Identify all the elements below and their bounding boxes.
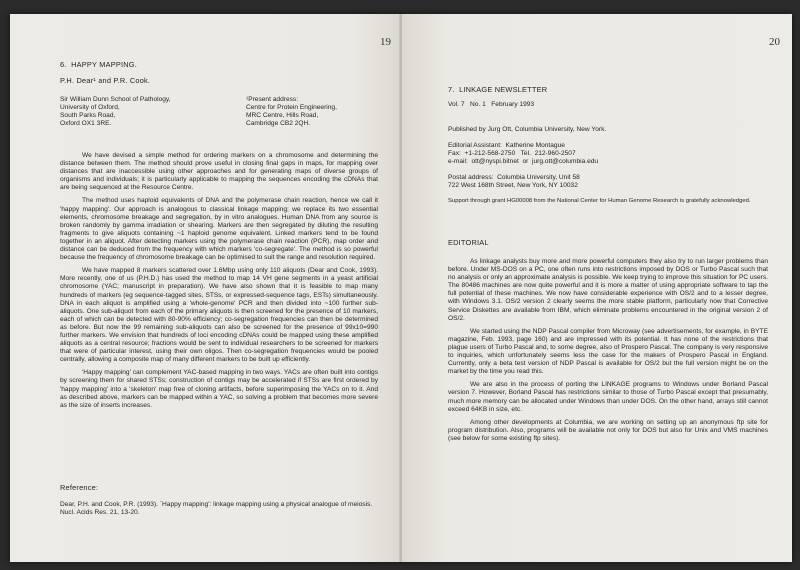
editorial-heading: EDITORIAL bbox=[448, 238, 489, 247]
affiliation-line: South Parks Road, bbox=[60, 112, 116, 120]
left-page bbox=[10, 14, 400, 562]
editorial-paragraph: We are also in the process of porting the LINKAGE programs to Windows under Borland Pascal version 7. However, Borland Pascal has restrictions similar to those of Turbo Pascal except that presumably, much more memory can be allocated under Windows than under DOS. On the other hand, arrays still cannot exceed 64KB in size, etc. bbox=[448, 381, 768, 413]
authors: P.H. Dear¹ and P.R. Cook. bbox=[60, 76, 151, 85]
present-address bbox=[246, 96, 337, 128]
affiliation-line: Sir William Dunn School of Pathology, bbox=[60, 96, 171, 103]
email: e-mail: ott@nyspi.bitnet or jurg.ott@columbia.edu bbox=[448, 158, 599, 165]
support-acknowledgement: Support through grant HG00008 from the National Center for Human Genome Research is gratefully acknowledged. bbox=[448, 198, 751, 204]
document-spread bbox=[10, 14, 792, 562]
editorial-body bbox=[448, 258, 768, 448]
present-address-line: ¹Present address: bbox=[246, 96, 299, 103]
body-paragraph: 'Happy mapping' can complement YAC-based mapping in two ways. YACs are often built into contigs by screening them for shared STSs; construction of contigs may be accelerated if STSs are first ordered by 'happy mapping' into a 'skeleton' map free of cloning artifacts, before superimposing the YACs on to it. And as described above, markers can be mapped within a YAC, so solving a problem that becomes more severe as the size of inserts increases. bbox=[60, 369, 378, 409]
body-paragraph: The method uses haploid equivalents of DNA and the polymerase chain reaction, hence we call it 'happy mapping'. Our approach is analogous to classical linkage mapping; we replace its two essential elements, chromosome breakage and segregation, by in vitro analogues. Human DNA from any source is broken randomly by gamma irradiation or shearing. Markers are then segregated by diluting the resulting fragments to give aliquots containing ~1 haploid genome equivalent. Linked markers tend to be found together in an aliquot. After detecting markers using the polymerase chain reaction (PCR), map order and distance can be deduced from the frequency with which markers 'co-segregate'. The method is so powerful because the frequency of chromosome breakage can be optimised to suit the range and resolution required. bbox=[60, 197, 378, 262]
present-address-line: Centre for Protein Engineering, bbox=[246, 104, 337, 112]
right-page-number: 20 bbox=[769, 36, 780, 48]
affiliation-line: University of Oxford, bbox=[60, 104, 120, 112]
editorial-paragraph: Among other developments at Columbia, we are working on setting up an anonymous ftp site for program distribution. Also, programs will be available not only for DOS but also for Unix and VMS machines (see below for some existing ftp sites). bbox=[448, 418, 768, 442]
editorial-paragraph: We started using the NDP Pascal compiler from Microway (see advertisements, for example, in BYTE magazine, Feb. 1993, page 160) and are impressed with its potential. It has none of the restrictions that plague users of Turbo Pascal and, to some degree, also of Prospero Pascal. The company is very responsive to inquiries, which unfortunately seems less the case for the makers of Prospero Pascal in England. Currently, only a beta test version of NDP Pascal is available for OS/2 but the full version might be on the market by the time you read this. bbox=[448, 327, 768, 376]
postal-address-line: Postal address: Columbia University, Unit 58 bbox=[448, 174, 580, 181]
body-paragraph: We have devised a simple method for ordering markers on a chromosome and determining the distance between them. The method should prove useful in closing final gaps in maps, for mapping over distances that are inaccessible using other approaches and for generating maps of diverse groups of organisms and individuals; it is particularly applicable to mapping the sequences encoding the cDNAs that are being sequenced at the Resource Centre. bbox=[60, 152, 378, 192]
happy-mapping-body bbox=[60, 152, 378, 415]
section-title-happy-mapping: 6. HAPPY MAPPING. bbox=[60, 60, 137, 69]
affiliation bbox=[60, 96, 171, 128]
postal-address-line: 722 West 168th Street, New York, NY 10032 bbox=[448, 182, 578, 189]
volume-line: Vol. 7 No. 1 February 1993 bbox=[448, 101, 535, 108]
reference-text: Dear, P.H. and Cook, P.R. (1993). `Happy mapping': linkage mapping using a physical analogue of meiosis. Nucl. Acids Res. 21, 13-20. bbox=[60, 501, 373, 517]
right-page bbox=[402, 14, 792, 562]
present-address-line: MRC Centre, Hills Road, bbox=[246, 112, 319, 120]
left-page-number: 19 bbox=[380, 36, 391, 48]
section-title-linkage-newsletter: 7. LINKAGE NEWSLETTER bbox=[448, 85, 548, 94]
published-by: Published by Jurg Ott, Columbia University, New York. bbox=[448, 126, 607, 133]
editorial-paragraph: As linkage analysts buy more and more powerful computers they also try to run larger problems than before. Under MS-DOS on a PC, one often runs into restrictions imposed by DOS or Turbo Pascal such that no analysis or only an approximate analysis is possible. We keep trying to improve this situation for PC users. The 80486 machines are now quite powerful and it is more a matter of using appropriate software to tap the full potential of these machines. We now have considerable experience with OS/2 and to a lesser degree, with Windows 3.1. OS/2 version 2 clearly seems the more stable platform, particularly now that Corrective Service Diskettes are available from IBM, which eliminate problems encountered in the original version 2 of OS/2. bbox=[448, 258, 768, 322]
reference-heading: Reference: bbox=[60, 483, 99, 492]
affiliation-line: Oxford OX1 3RE. bbox=[60, 120, 112, 128]
editorial-assistant: Editorial Assistant: Katherine Montague bbox=[448, 142, 565, 149]
body-paragraph: We have mapped 8 markers scattered over 1.6Mbp using only 110 aliquots (Dear and Cook, 1993). More recently, one of us (P.H.D.) has used the method to map 14 VH gene segments in a yeast artificial chromosome (YAC; manuscript in preparation). We have also shown that it is feasible to map many hundreds of markers (eg sequence-tagged sites, STSs, or expressed-sequence tags, ESTs) simultaneously. DNA in each aliquot is amplified using a 'whole-genome' PCR and then divided into ~100 further sub-aliquots. One sub-aliquot from each of the primary aliquots is then screened for the presence of 10 markers, each of which can be detected with 80-90% efficiency; co-segregation frequencies can then be determined as before. But now the 99 remaining sub-aliquots can also be screened for the presence of 99x10=990 further markers. We envision that hundreds of loci encoding cDNAs could be mapped using these amplified aliquots as a central resource; fractions would be sent to individual researchers to be screened for markers that were of particular interest, using their own oligos. Then co-segregation frequencies would be pooled centrally, allowing a composite map of many different markers to be built up efficiently. bbox=[60, 267, 378, 364]
fax-tel: Fax: +1-212-568-2750 Tel. 212-960-2507 bbox=[448, 150, 576, 157]
present-address-line: Cambridge CB2 2QH. bbox=[246, 120, 311, 128]
